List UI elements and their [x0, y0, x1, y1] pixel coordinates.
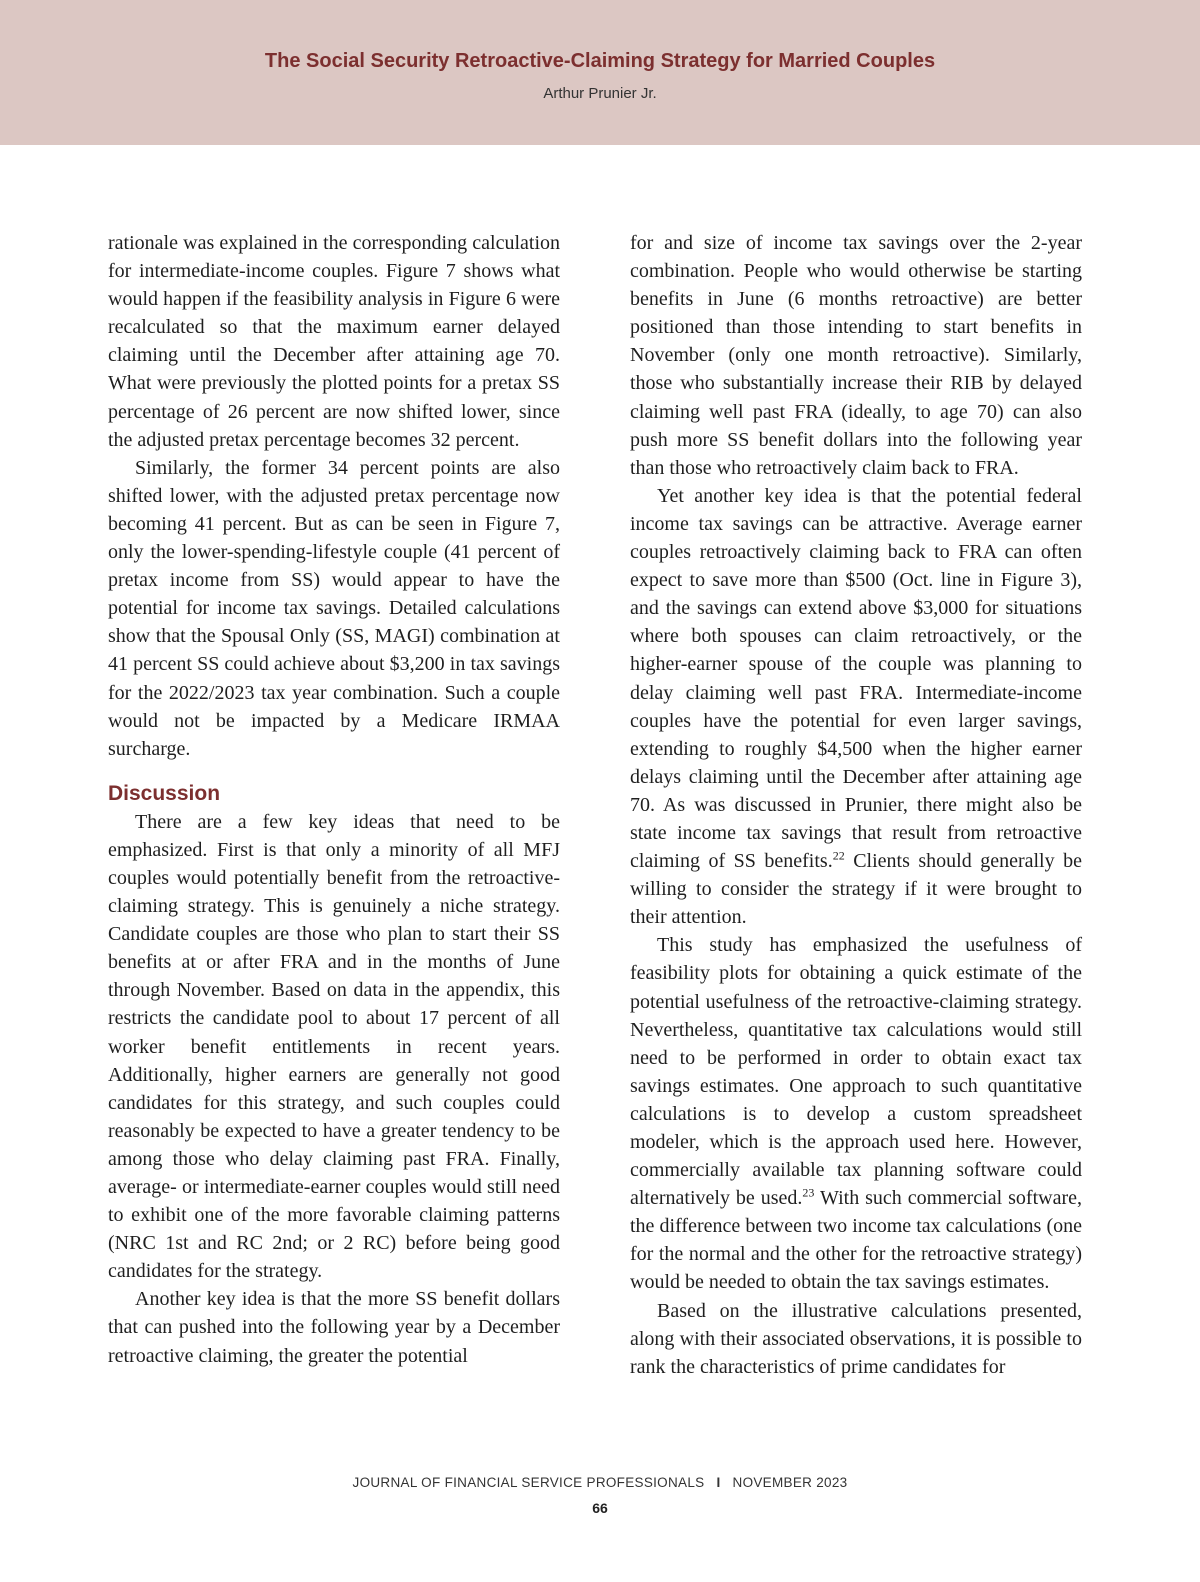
journal-name: JOURNAL OF FINANCIAL SERVICE PROFESSIONALS	[352, 1475, 705, 1490]
section-heading-discussion: Discussion	[108, 781, 221, 805]
paragraph-text: This study has emphasized the usefulness of feasibility plots for obtaining a quick estimate of the potential usefulness of the retroactive-claiming strategy. Nevertheless, quantitative tax calculations would still need to be performed in order to obtain exact tax savings estimates. One approach to such quantitative calculations is to develop a custom spreadsheet modeler, which is the approach used here. However, commercially available tax planning software could alternatively be used.	[630, 934, 1082, 1210]
paragraph-text: Clients should generally be willing to consider the strategy if it were brought to their attention.	[630, 850, 1082, 929]
paragraph	[630, 482, 1082, 932]
footer-separator: I	[716, 1475, 721, 1490]
paragraph-text: Yet another key idea is that the potential federal income tax savings can be attractive. Average earner couples retroactively claiming back to FRA can often expect to save more than $500 (Oct. line in Figure 3), and the savings can extend above $3,000 for situations where both spouses can claim retroactively, or the higher-earner spouse of the couple was planning to delay claiming well past FRA. Intermediate-income couples have the potential for even larger savings, extending to roughly $4,500 when the higher earner delays claiming until the December after attaining age 70. As was discussed in Prunier, there might also be state income tax savings that result from retroactive claiming of SS benefits.	[630, 484, 1082, 873]
right-column	[630, 229, 1082, 1381]
paragraph: Another key idea is that the more SS benefit dollars that can pushed into the following year by a December retroactive claiming, the greater the potential	[108, 1288, 560, 1367]
page-number: 66	[592, 1500, 608, 1516]
page-footer	[0, 1475, 1200, 1490]
paragraph: There are a few key ideas that need to be emphasized. First is that only a minority of all MFJ couples would potentially benefit from the retroactive-claiming strategy. This is genuinely a niche strategy. Candidate couples are those who plan to start their SS benefits at or after FRA and in the months of June through November. Based on data in the appendix, this restricts the candidate pool to about 17 percent of all worker benefit entitlements in recent years. Additionally, higher earners are generally not good candidates for this strategy, and such couples could reasonably be expected to have a greater tendency to be among those who delay claiming past FRA. Finally, average- or intermediate-earner couples would still need to exhibit one of the more favorable claiming patterns (NRC 1st and RC 2nd; or 2 RC) before being good candidates for the strategy.	[108, 810, 560, 1283]
footnote-ref-23[interactable]: 23	[802, 1185, 815, 1200]
article-title: The Social Security Retroactive-Claiming Strategy for Married Couples	[264, 50, 936, 72]
paragraph: Similarly, the former 34 percent points are also shifted lower, with the adjusted pretax percentage now becoming 41 percent. But as can be seen in Figure 7, only the lower-spending-lifestyle couple (41 percent of pretax income from SS) would appear to have the potential for income tax savings. Detailed calculations show that the Spousal Only (SS, MAGI) combination at 41 percent SS could achieve about $3,200 in tax savings for the 2022/2023 tax year combination. Such a couple would not be impacted by a Medicare IRMAA surcharge.	[108, 456, 560, 760]
paragraph-text: With such commercial software, the difference between two income tax calculations (one for the normal and the other for the retroactive strategy) would be needed to obtain the tax savings estimates.	[630, 1187, 1082, 1294]
footnote-ref-22[interactable]: 22	[832, 848, 845, 863]
author-name: Arthur Prunier Jr.	[543, 85, 657, 102]
left-column	[108, 229, 560, 1370]
header-banner	[0, 0, 1200, 145]
paragraph: rationale was explained in the corresponding calculation for intermediate-income couples. Figure 7 shows what would happen if the feasibility analysis in Figure 6 were recalculated so that the maximum earner delayed claiming until the December after attaining age 70. What were previously the plotted points for a pretax SS percentage of 26 percent are now shifted lower, since the adjusted pretax percentage becomes 32 percent.	[108, 232, 560, 451]
paragraph	[630, 931, 1082, 1296]
paragraph: for and size of income tax savings over the 2-year combination. People who would otherwise be starting benefits in June (6 months retroactive) are better positioned than those intending to start benefits in November (only one month retroactive). Similarly, those who substantially increase their RIB by delayed claiming well past FRA (ideally, to age 70) can also push more SS benefit dollars into the following year than those who retroactively claim back to FRA.	[630, 232, 1082, 479]
issue-date: NOVEMBER 2023	[732, 1475, 848, 1490]
paragraph: Based on the illustrative calculations presented, along with their associated observations, it is possible to rank the characteristics of prime candidates for	[630, 1299, 1082, 1378]
